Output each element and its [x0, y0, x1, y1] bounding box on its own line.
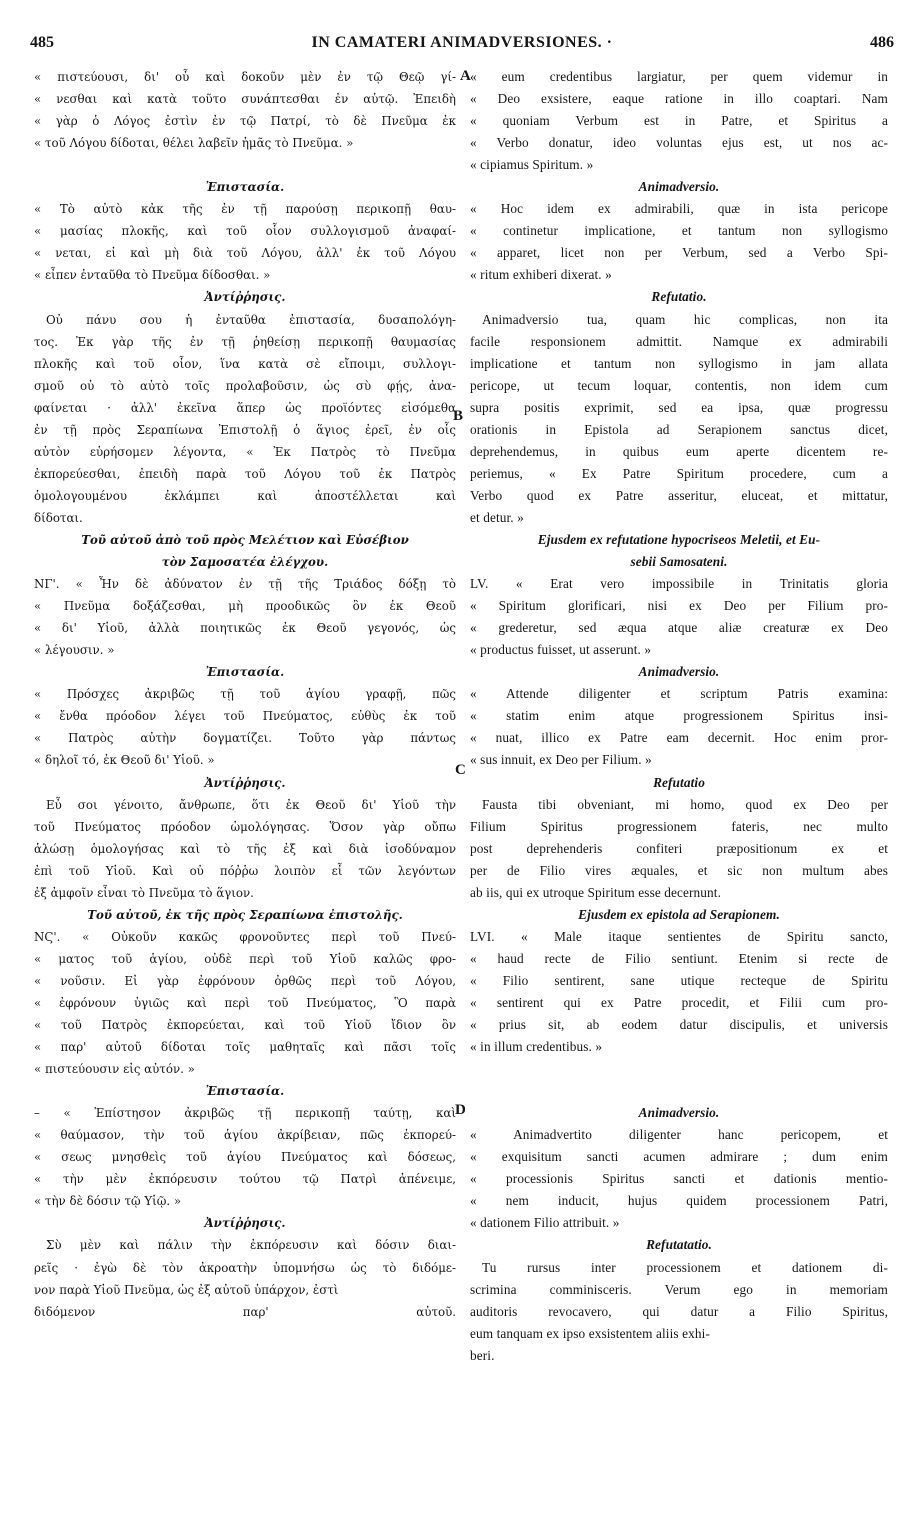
latin-text-line: « Attende diligenter et scriptum Patris examina:: [470, 686, 888, 702]
greek-text-line: « τὴν δὲ δόσιν τῷ Υἱῷ. »: [34, 1194, 182, 1209]
latin-heading: Refutatatio.: [646, 1237, 712, 1253]
running-header: [30, 34, 894, 56]
latin-text-line: Verbo quod ex Patre asseritur, eluceat, et mittatur,: [470, 487, 888, 503]
latin-text-line: Animadversio tua, quam hic complicas, non ita: [482, 311, 888, 327]
latin-text-line: « Spiritum glorificari, nisi ex Deo per Filium pro-: [470, 598, 888, 614]
greek-text-line: « δι' Υἱοῦ, ἀλλὰ ποιητικῶς ἐκ Θεοῦ γεγονός, ὡς: [34, 621, 456, 636]
greek-text-line: ΝϚ'. « Οὐκοῦν κακῶς φρονοῦντες περὶ τοῦ Πνεύ-: [34, 929, 456, 944]
greek-text-line: « τὴν μὲν ἐκπόρευσιν τούτου τῷ Πατρὶ ἀπένειμε,: [34, 1172, 456, 1187]
latin-text-line: post deprehenderis confiteri præpositionum ex et: [470, 840, 888, 856]
greek-heading: τὸν Σαμοσατέα ἐλέγχου.: [161, 555, 329, 570]
latin-text-line: per de Filio vires æquales, et sic non multum abes: [470, 862, 888, 878]
greek-heading: Ἐπιστασία.: [205, 1084, 285, 1099]
latin-text-line: [470, 1080, 888, 1102]
greek-text-line: « σεως μνησθεὶς τοῦ ἁγίου Πνεύματος καὶ δόσεως,: [34, 1150, 456, 1165]
greek-text-line: [34, 154, 456, 176]
greek-text-line: « παρ' αὐτοῦ δίδοται τοῖς μαθηταῖς καὶ πᾶσι τοῖς: [34, 1040, 456, 1055]
latin-text-line: « continetur implicatione, et tantum non syllogismo: [470, 223, 888, 239]
greek-text-line: « θαύμασον, τὴν τοῦ ἁγίου ἀκρίβειαν, πῶς ἐκπορεύ-: [34, 1128, 456, 1143]
latin-text-line: Filium Spiritus progressionem fateris, nec multo: [470, 818, 888, 834]
margin-letter-b: B: [453, 408, 464, 424]
greek-text-line: ἁλώσῃ ὁμολογήσας καὶ τὸ τῆς ἐξ καὶ διὰ ἰσοδύναμον: [34, 841, 456, 856]
latin-text-line: « in illum credentibus. »: [470, 1039, 603, 1055]
latin-text-line: eum tanquam ex ipso exsistentem aliis exhi-: [470, 1325, 710, 1341]
latin-heading: Ejusdem ex refutatione hypocriseos Meletii, et Eu-: [537, 531, 821, 547]
latin-text-line: pericope, ut tecum loquar, contentis, non idem cum: [470, 377, 888, 393]
latin-text-line: « cipiamus Spiritum. »: [470, 157, 594, 173]
greek-column: [34, 66, 456, 1323]
greek-text-line: Οὐ πάνυ σου ἡ ἐνταῦθα ἐπιστασία, δυσαπολόγη-: [46, 312, 456, 327]
latin-text-line: « statim enim atque progressionem Spiritus insi-: [470, 708, 888, 724]
greek-text-line: « ἐφρόνουν ὑγιῶς καὶ περὶ τοῦ Πνεύματος, Ὃ παρὰ: [34, 995, 456, 1010]
latin-heading: Animadversio.: [638, 179, 720, 195]
latin-text-line: « grederetur, sed æqua atque aliæ creaturæ ex Deo: [470, 620, 888, 636]
latin-heading: Refutatio.: [651, 289, 707, 305]
latin-text-line: LV. « Erat vero impossibile in Trinitatis gloria: [470, 576, 888, 592]
running-title: IN CAMATERI ANIMADVERSIONES. ·: [311, 34, 613, 51]
greek-text-line: « τοῦ Πατρὸς ἐκπορεύεται, καὶ τοῦ Υἱοῦ ἴδιον ὂν: [34, 1018, 456, 1033]
greek-heading: Τοῦ αὐτοῦ ἀπὸ τοῦ πρὸς Μελέτιον καὶ Εὐσέβιον: [81, 532, 409, 547]
latin-text-line: « sentirent qui ex Patre procedit, et Filii cum pro-: [470, 994, 888, 1010]
latin-text-line: « productus fuisset, ut asserunt. »: [470, 642, 652, 658]
latin-text-line: « exquisitum sancti acumen admirare ; dum enim: [470, 1149, 888, 1165]
latin-text-line: orationis in Epistola ad Serapionem sanctus dicet,: [470, 421, 888, 437]
greek-text-line: ρεῖς · ἐγὼ δὲ τὸν ἀκροατὴν ὑπομνήσω ὡς τὸ διδόμε-: [34, 1260, 456, 1275]
greek-text-line: « νοῦσιν. Εἰ γὰρ ἐφρόνουν ὀρθῶς περὶ τοῦ Λόγου,: [34, 973, 456, 988]
greek-text-line: « Πρόσχες ἀκριβῶς τῇ τοῦ ἁγίου γραφῇ, πῶς: [34, 687, 456, 702]
greek-text-line: Εὖ σοι γένοιτο, ἄνθρωπε, ὅτι ἐκ Θεοῦ δι' Υἱοῦ τὴν: [46, 797, 456, 812]
greek-text-line: « ματος τοῦ ἁγίου, οὐδὲ περὶ τοῦ Υἱοῦ καλῶς φρο-: [34, 951, 456, 966]
margin-letter-c: C: [455, 762, 466, 778]
greek-text-line: « εἶπεν ἐνταῦθα τὸ Πνεῦμα δίδοσθαι. »: [34, 268, 271, 283]
latin-text-line: beri.: [470, 1347, 495, 1363]
greek-heading: Ἀντίῤῥησις.: [204, 775, 286, 790]
greek-text-line: « λέγουσιν. »: [34, 643, 115, 658]
greek-text-line: « γὰρ ὁ Λόγος ἐστὶν ἐν τῷ Πατρί, τὸ δὲ Πνεῦμα ἐκ: [34, 114, 456, 129]
latin-text-line: deprehendemus, in quibus eum aperte dicentem re-: [470, 443, 888, 459]
latin-text-line: « nem inducit, hujus quidem processionem Patri,: [470, 1193, 888, 1209]
greek-text-line: νον παρὰ Υἱοῦ Πνεῦμα, ὡς ἐξ αὐτοῦ ὑπάρχον, ἐστὶ: [34, 1282, 339, 1297]
latin-text-line: implicatione et tantum non syllogismo in jam allata: [470, 355, 888, 371]
latin-text-line: « haud recte de Filio sentiunt. Etenim si recte de: [470, 950, 888, 966]
latin-text-line: « sus innuit, ex Deo per Filium. »: [470, 752, 652, 768]
latin-text-line: « dationem Filio attribuit. »: [470, 1215, 620, 1231]
greek-text-line: τοῦ Πνεύματος πρόοδον ὡμολόγησας. Ὅσον γὰρ οὔπω: [34, 819, 456, 834]
greek-text-line: ἐξ ἀμφοῖν εἶναι τὸ Πνεῦμα τὸ ἅγιον.: [34, 885, 254, 900]
greek-text-line: τος. Ἐκ γὰρ τῆς ἐν τῇ ῥηθείσῃ περικοπῇ θαυμασίας: [34, 334, 456, 349]
latin-text-line: Fausta tibi obveniant, mi homo, quod ex Deo per: [482, 796, 888, 812]
greek-text-line: « τοῦ Λόγου δίδοται, θέλει λαβεῖν ἡμᾶς τὸ Πνεῦμα. »: [34, 136, 354, 151]
margin-letter-d: D: [455, 1102, 466, 1118]
greek-text-line: πλοκῆς καὶ τοῦ οἷον, ἵνα κατὰ σὲ εἴποιμι, συλλογι-: [34, 356, 456, 371]
latin-heading: sebii Samosateni.: [630, 554, 728, 570]
latin-text-line: LVI. « Male itaque sentientes de Spiritu sancto,: [470, 928, 888, 944]
latin-text-line: « nuat, illico ex Patre eam decernit. Hoc enim pror-: [470, 730, 888, 746]
greek-text-line: σμοῦ οὐ τὸ αὐτὸ τοῖς προλαβοῦσιν, ὡς σὺ φῄς, ἀνα-: [34, 378, 456, 393]
latin-text-line: « prius sit, ab eodem datur discipulis, et universis: [470, 1017, 888, 1033]
latin-column: [470, 66, 888, 1367]
greek-text-line: αὐτὸν εὑρήσομεν λέγοντα, « Ἐκ Πατρὸς τὸ Πνεῦμα: [34, 444, 456, 459]
greek-heading: Ἐπιστασία.: [205, 665, 285, 680]
latin-text-line: et detur. »: [470, 509, 524, 525]
latin-text-line: « Animadvertito diligenter hanc pericopem, et: [470, 1127, 888, 1143]
greek-text-line: « μασίας πλοκῆς, καὶ τοῦ οἷον συλλογισμοῦ ἀναφαί-: [34, 224, 456, 239]
greek-text-line: – « Ἐπίστησον ἀκριβῶς τῇ περικοπῇ ταύτῃ, καὶ: [34, 1106, 456, 1121]
latin-text-line: « Verbo donatur, ideo voluntas ejus est, ut nos ac-: [470, 135, 888, 151]
greek-heading: Ἀντίῤῥησις.: [204, 1216, 286, 1231]
greek-text-line: ἐπὶ τοῦ Υἱοῦ. Καὶ οὐ πόῤῥω λοιπὸν εἶ τῶν λεγόντων: [34, 863, 456, 878]
margin-letter-a: A: [460, 68, 471, 84]
greek-text-line: ΝΓ'. « Ἦν δὲ ἀδύνατον ἐν τῇ τῆς Τριάδος δόξῃ τὸ: [34, 577, 456, 592]
latin-text-line: « eum credentibus largiatur, per quem videmur in: [470, 69, 888, 84]
greek-text-line: ὁμολογουμένου ἐκλάμπει καὶ ἀποστέλλεται καὶ: [34, 488, 456, 503]
greek-heading: Ἀντίῤῥησις.: [204, 290, 286, 305]
latin-text-line: Tu rursus inter processionem et dationem di-: [482, 1259, 888, 1275]
greek-text-line: « δηλοῖ τό, ἐκ Θεοῦ δι' Υἱοῦ. »: [34, 753, 215, 768]
greek-text-line: ἐν τῇ πρὸς Σεραπίωνα Ἐπιστολῇ ὁ ἅγιος ἐρεῖ, ἐν οἷς: [34, 422, 456, 437]
greek-text-line: « Τὸ αὐτὸ κἀκ τῆς ἐν τῇ παρούσῃ περικοπῇ θαυ-: [34, 202, 456, 217]
latin-text-line: « apparet, licet non per Verbum, sed a Verbo Spi-: [470, 245, 888, 261]
greek-text-line: « νεται, εἰ καὶ μὴ διὰ τοῦ Λόγου, ἀλλ' ἐκ τοῦ Λόγου: [34, 246, 456, 261]
latin-text-line: « quoniam Verbum est in Patre, et Spiritus a: [470, 113, 888, 129]
latin-text-line: « Hoc idem ex admirabili, quæ in ista pericope: [470, 201, 888, 217]
latin-text-line: supra positis exprimit, sed ea ipsa, quæ progressu: [470, 399, 888, 415]
greek-text-line: « Πατρὸς αὐτὴν δογματίζει. Τοῦτο γὰρ πάντως: [34, 731, 456, 746]
greek-text-line: « νεσθαι καὶ κατὰ τοῦτο συνάπτεσθαι ἐν αὐτῷ. Ἐπειδὴ: [34, 92, 456, 107]
greek-text-line: « πιστεύουσιν εἰς αὐτόν. »: [34, 1062, 195, 1077]
latin-text-line: « processionis Spiritus sancti et dationis mentio-: [470, 1171, 888, 1187]
latin-text-line: « Deo exsistere, eaque ratione in illo coaptari. Nam: [470, 91, 888, 107]
greek-text-line: « πιστεύουσι, δι' οὗ καὶ δοκοῦν μὲν ἐν τῷ Θεῷ γί-: [34, 70, 456, 84]
page-number-right: 486: [870, 34, 894, 51]
greek-text-line: Σὺ μὲν καὶ πάλιν τὴν ἐκπόρευσιν καὶ δόσιν διαι-: [46, 1238, 456, 1253]
greek-text-line: « Πνεῦμα δοξάζεσθαι, μὴ προοδικῶς ὂν ἐκ Θεοῦ: [34, 599, 456, 614]
latin-heading: Animadversio.: [638, 1105, 720, 1121]
latin-text-line: « Filio sentirent, sane utique recteque de Spiritu: [470, 972, 888, 988]
latin-text-line: « ritum exhiberi dixerat. »: [470, 267, 612, 283]
greek-text-line: φαίνεται · ἀλλ' ἐκεῖνα ἅπερ ὡς προϊόντες εἰσόμεθα: [34, 400, 456, 415]
greek-text-line: « ἔνθα πρόοδον λέγει τοῦ Πνεύματος, εὐθὺς ἐκ τοῦ: [34, 709, 456, 724]
latin-heading: Ejusdem ex epistola ad Serapionem.: [578, 906, 780, 922]
latin-text-line: scrimina comminisceris. Verum ego in memoriam: [470, 1281, 888, 1297]
latin-heading: Refutatio: [653, 774, 705, 790]
latin-text-line: periemus, « Ex Patre Spiritum procedere, cum a: [470, 465, 888, 481]
latin-text-line: auditoris revocavero, qui datur a Filio Spiritus,: [470, 1303, 888, 1319]
greek-heading: Τοῦ αὐτοῦ, ἐκ τῆς πρὸς Σεραπίωνα ἐπιστολῆς.: [87, 907, 403, 922]
latin-text-line: ab iis, qui ex utroque Spiritum esse decernunt.: [470, 884, 722, 900]
greek-text-line: δίδοται.: [34, 510, 83, 525]
page-number-left: 485: [30, 34, 54, 51]
greek-text-line: διδόμενον παρ' αὐτοῦ.: [34, 1304, 456, 1319]
latin-text-line: facile responsionem admittit. Namque ex admirabili: [470, 333, 888, 349]
latin-text-line: [470, 1058, 888, 1080]
latin-heading: Animadversio.: [638, 664, 720, 680]
greek-heading: Ἐπιστασία.: [205, 180, 285, 195]
greek-text-line: ἐκπορεύεσθαι, ἐπειδὴ παρὰ τοῦ Λόγου τοῦ ἐκ Πατρὸς: [34, 466, 456, 481]
